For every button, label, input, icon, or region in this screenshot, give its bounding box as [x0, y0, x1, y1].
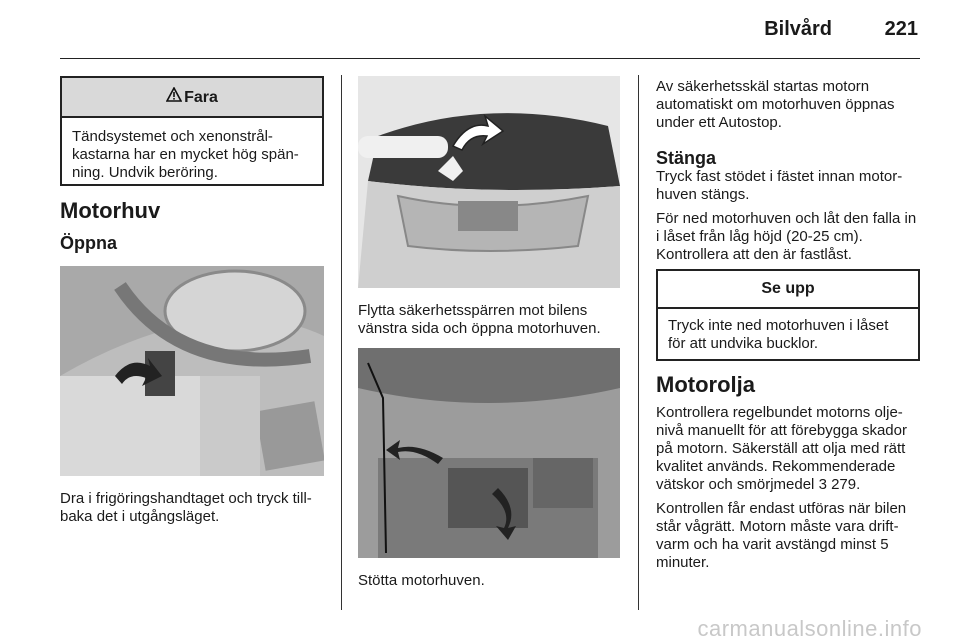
- notice-box: [656, 269, 920, 361]
- release-handle-illustration: [60, 266, 324, 476]
- section-heading-motorhuv: Motorhuv: [60, 198, 161, 223]
- watermark: carmanualsonline.info: [697, 616, 922, 641]
- column-divider-2: [638, 75, 639, 610]
- subheading-oppna: Öppna: [60, 233, 117, 253]
- column-divider-1: [341, 75, 342, 610]
- danger-box: [60, 76, 324, 186]
- oil-check-conditions: Kontrollen får endast utföras när bilen står vågrätt. Motorn måste vara drift-varm och ha varit avstängd minst 5 minuter.: [656, 500, 907, 571]
- running-header-title: Bilvård: [764, 18, 832, 40]
- caption-move-catch: Flytta säkerhetsspärren mot bilens vänstra sida och öppna motorhuven.: [358, 302, 601, 337]
- danger-box-header: [62, 78, 322, 118]
- oil-level-paragraph: Kontrollera regelbundet motorns olje-nivå manuellt för att förebygga skador på motorn. Säkerställ att olja med rätt kvalitet används. Rekommenderade vätskor och smörjmedel 3 279.: [656, 404, 907, 493]
- caption-support-hood: Stötta motorhuven.: [358, 572, 485, 589]
- close-step-1: Tryck fast stödet i fästet innan motor-huven stängs.: [656, 168, 903, 203]
- autostop-intro: Av säkerhetsskäl startas motorn automatiskt om motorhuven öppnas under ett Autostop.: [656, 78, 895, 131]
- subheading-stanga: Stänga: [656, 148, 717, 168]
- header-rule: [60, 58, 920, 59]
- caption-release-handle: Dra i frigöringshandtaget och tryck till-baka det i utgångsläget.: [60, 490, 312, 525]
- close-step-2: För ned motorhuven och låt den falla in i låset från låg höjd (20-25 cm). Kontrollera att den är fastlåst.: [656, 210, 917, 263]
- danger-box-title: Fara: [184, 89, 218, 106]
- page-reference-link[interactable]: 3 279.: [818, 476, 861, 493]
- hood-support-illustration: [358, 348, 620, 558]
- notice-box-text: Tryck inte ned motorhuven i låset för att undvika bucklor.: [668, 317, 889, 352]
- warning-triangle-icon: [166, 78, 182, 116]
- notice-box-title: Se upp: [658, 271, 918, 309]
- hood-safety-catch-illustration: [358, 76, 620, 288]
- danger-box-text: Tändsystemet och xenonstrål-kastarna har en mycket hög spän-ning. Undvik beröring.: [72, 128, 299, 181]
- section-heading-motorolja: Motorolja: [656, 372, 755, 397]
- page-number: 221: [884, 18, 918, 40]
